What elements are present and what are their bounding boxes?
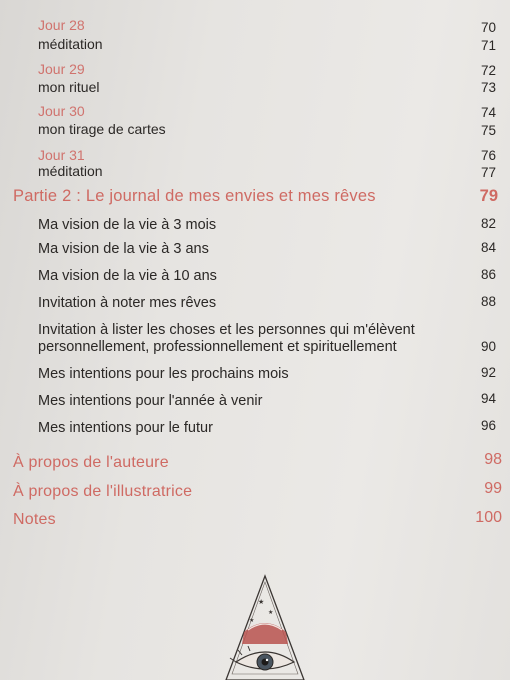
appendix-heading: Notes	[13, 511, 56, 528]
page-number: 98	[484, 451, 502, 468]
page-number: 77	[480, 165, 496, 180]
day-label: Jour 30	[38, 103, 85, 119]
page-number: 76	[480, 148, 496, 163]
toc-entry: Ma vision de la vie à 3 mois	[38, 217, 217, 233]
page-number: 70	[480, 20, 496, 35]
toc-entry: Invitation à noter mes rêves	[38, 295, 217, 311]
svg-text:★: ★	[258, 598, 265, 606]
day-title: méditation	[38, 163, 103, 179]
page-number: 99	[484, 480, 502, 497]
page-number: 71	[480, 38, 496, 53]
page-number: 100	[475, 509, 502, 526]
svg-text:★: ★	[249, 617, 255, 624]
appendix-heading: À propos de l'illustratrice	[13, 483, 193, 500]
day-label: Jour 28	[38, 17, 85, 33]
toc-entry: Mes intentions pour l'année à venir	[38, 393, 263, 409]
toc-entry: Invitation à lister les choses et les personnes qui m'élèvent	[38, 322, 415, 338]
day-title: méditation	[38, 36, 103, 52]
page-number: 94	[480, 391, 496, 406]
part-heading: Partie 2 : Le journal de mes envies et mes rêves	[13, 187, 376, 205]
page-number: 96	[480, 418, 496, 433]
toc-entry: Ma vision de la vie à 10 ans	[38, 268, 217, 284]
appendix-heading: À propos de l'auteure	[13, 454, 169, 471]
day-title: mon tirage de cartes	[38, 121, 166, 137]
day-title: mon rituel	[38, 79, 100, 95]
page-number: 92	[480, 365, 496, 380]
page-number: 75	[480, 123, 496, 138]
toc-entry-continued: personnellement, professionnellement et spirituellement	[38, 339, 397, 355]
toc-entry: Mes intentions pour le futur	[38, 420, 213, 436]
svg-text:★: ★	[268, 609, 274, 616]
toc-entry: Mes intentions pour les prochains mois	[38, 366, 289, 382]
eye-triangle-illustration	[222, 574, 308, 680]
page-number: 86	[480, 267, 496, 282]
page-number: 74	[480, 105, 496, 120]
page-number: 84	[480, 240, 496, 255]
page-number: 88	[480, 294, 496, 309]
page-number: 79	[479, 187, 498, 205]
page-number: 90	[480, 339, 496, 354]
page-number: 73	[480, 80, 496, 95]
day-label: Jour 29	[38, 61, 85, 77]
page-number: 72	[480, 63, 496, 78]
toc-entry: Ma vision de la vie à 3 ans	[38, 241, 209, 257]
day-label: Jour 31	[38, 147, 85, 163]
page-number: 82	[480, 216, 496, 231]
